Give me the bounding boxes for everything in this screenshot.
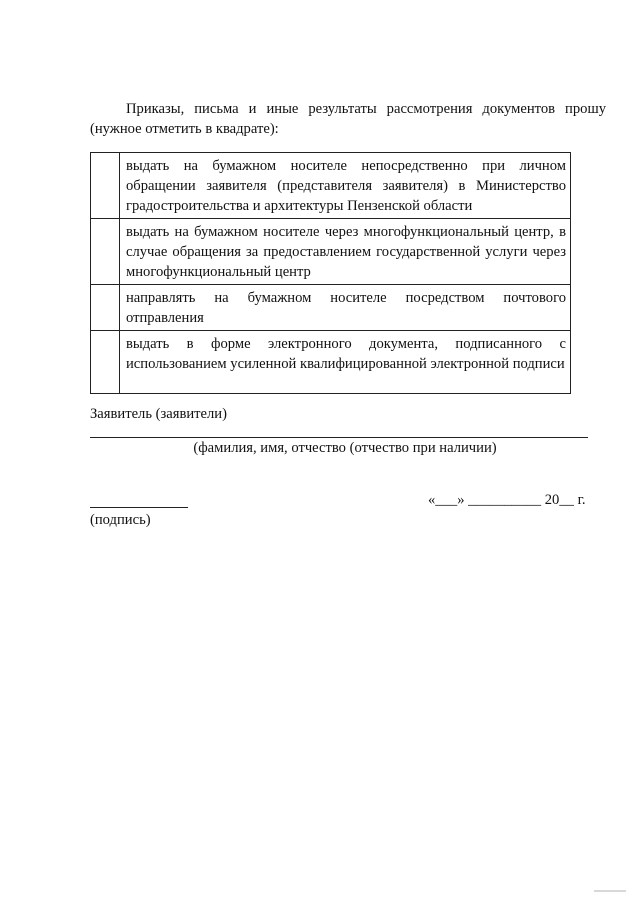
- option-text: выдать на бумажном носителе через многофункциональный центр, в случае обращения за предоставлением государственной услуги через многофункциональный центр: [120, 219, 571, 285]
- signature-field-line[interactable]: [90, 507, 188, 508]
- scan-artifact: [594, 890, 626, 892]
- option-text: выдать в форме электронного документа, подписанного с использованием усиленной квалифицированной электронной подписи: [120, 331, 571, 394]
- full-name-caption: (фамилия, имя, отчество (отчество при наличии): [193, 440, 497, 456]
- signature-caption: (подпись): [90, 512, 151, 528]
- date-field[interactable]: «___» __________ 20__ г.: [428, 492, 586, 508]
- option-checkbox[interactable]: [91, 331, 120, 394]
- option-checkbox[interactable]: [91, 153, 120, 219]
- applicant-label: Заявитель (заявители): [90, 406, 227, 422]
- intro-line-2: (нужное отметить в квадрате):: [90, 121, 279, 137]
- option-row: [91, 153, 571, 219]
- option-text: направлять на бумажном носителе посредством почтового отправления: [120, 285, 571, 331]
- option-checkbox[interactable]: [91, 219, 120, 285]
- intro-line-1: Приказы, письма и иные результаты рассмотрения документов прошу: [126, 101, 606, 117]
- option-row: [91, 219, 571, 285]
- option-text: выдать на бумажном носителе непосредственно при личном обращении заявителя (представителя заявителя) в Министерство градостроительства и архитектуры Пензенской области: [120, 153, 571, 219]
- delivery-options-table: [90, 152, 571, 394]
- option-row: [91, 331, 571, 394]
- option-row: [91, 285, 571, 331]
- intro-paragraph: [90, 99, 606, 139]
- option-checkbox[interactable]: [91, 285, 120, 331]
